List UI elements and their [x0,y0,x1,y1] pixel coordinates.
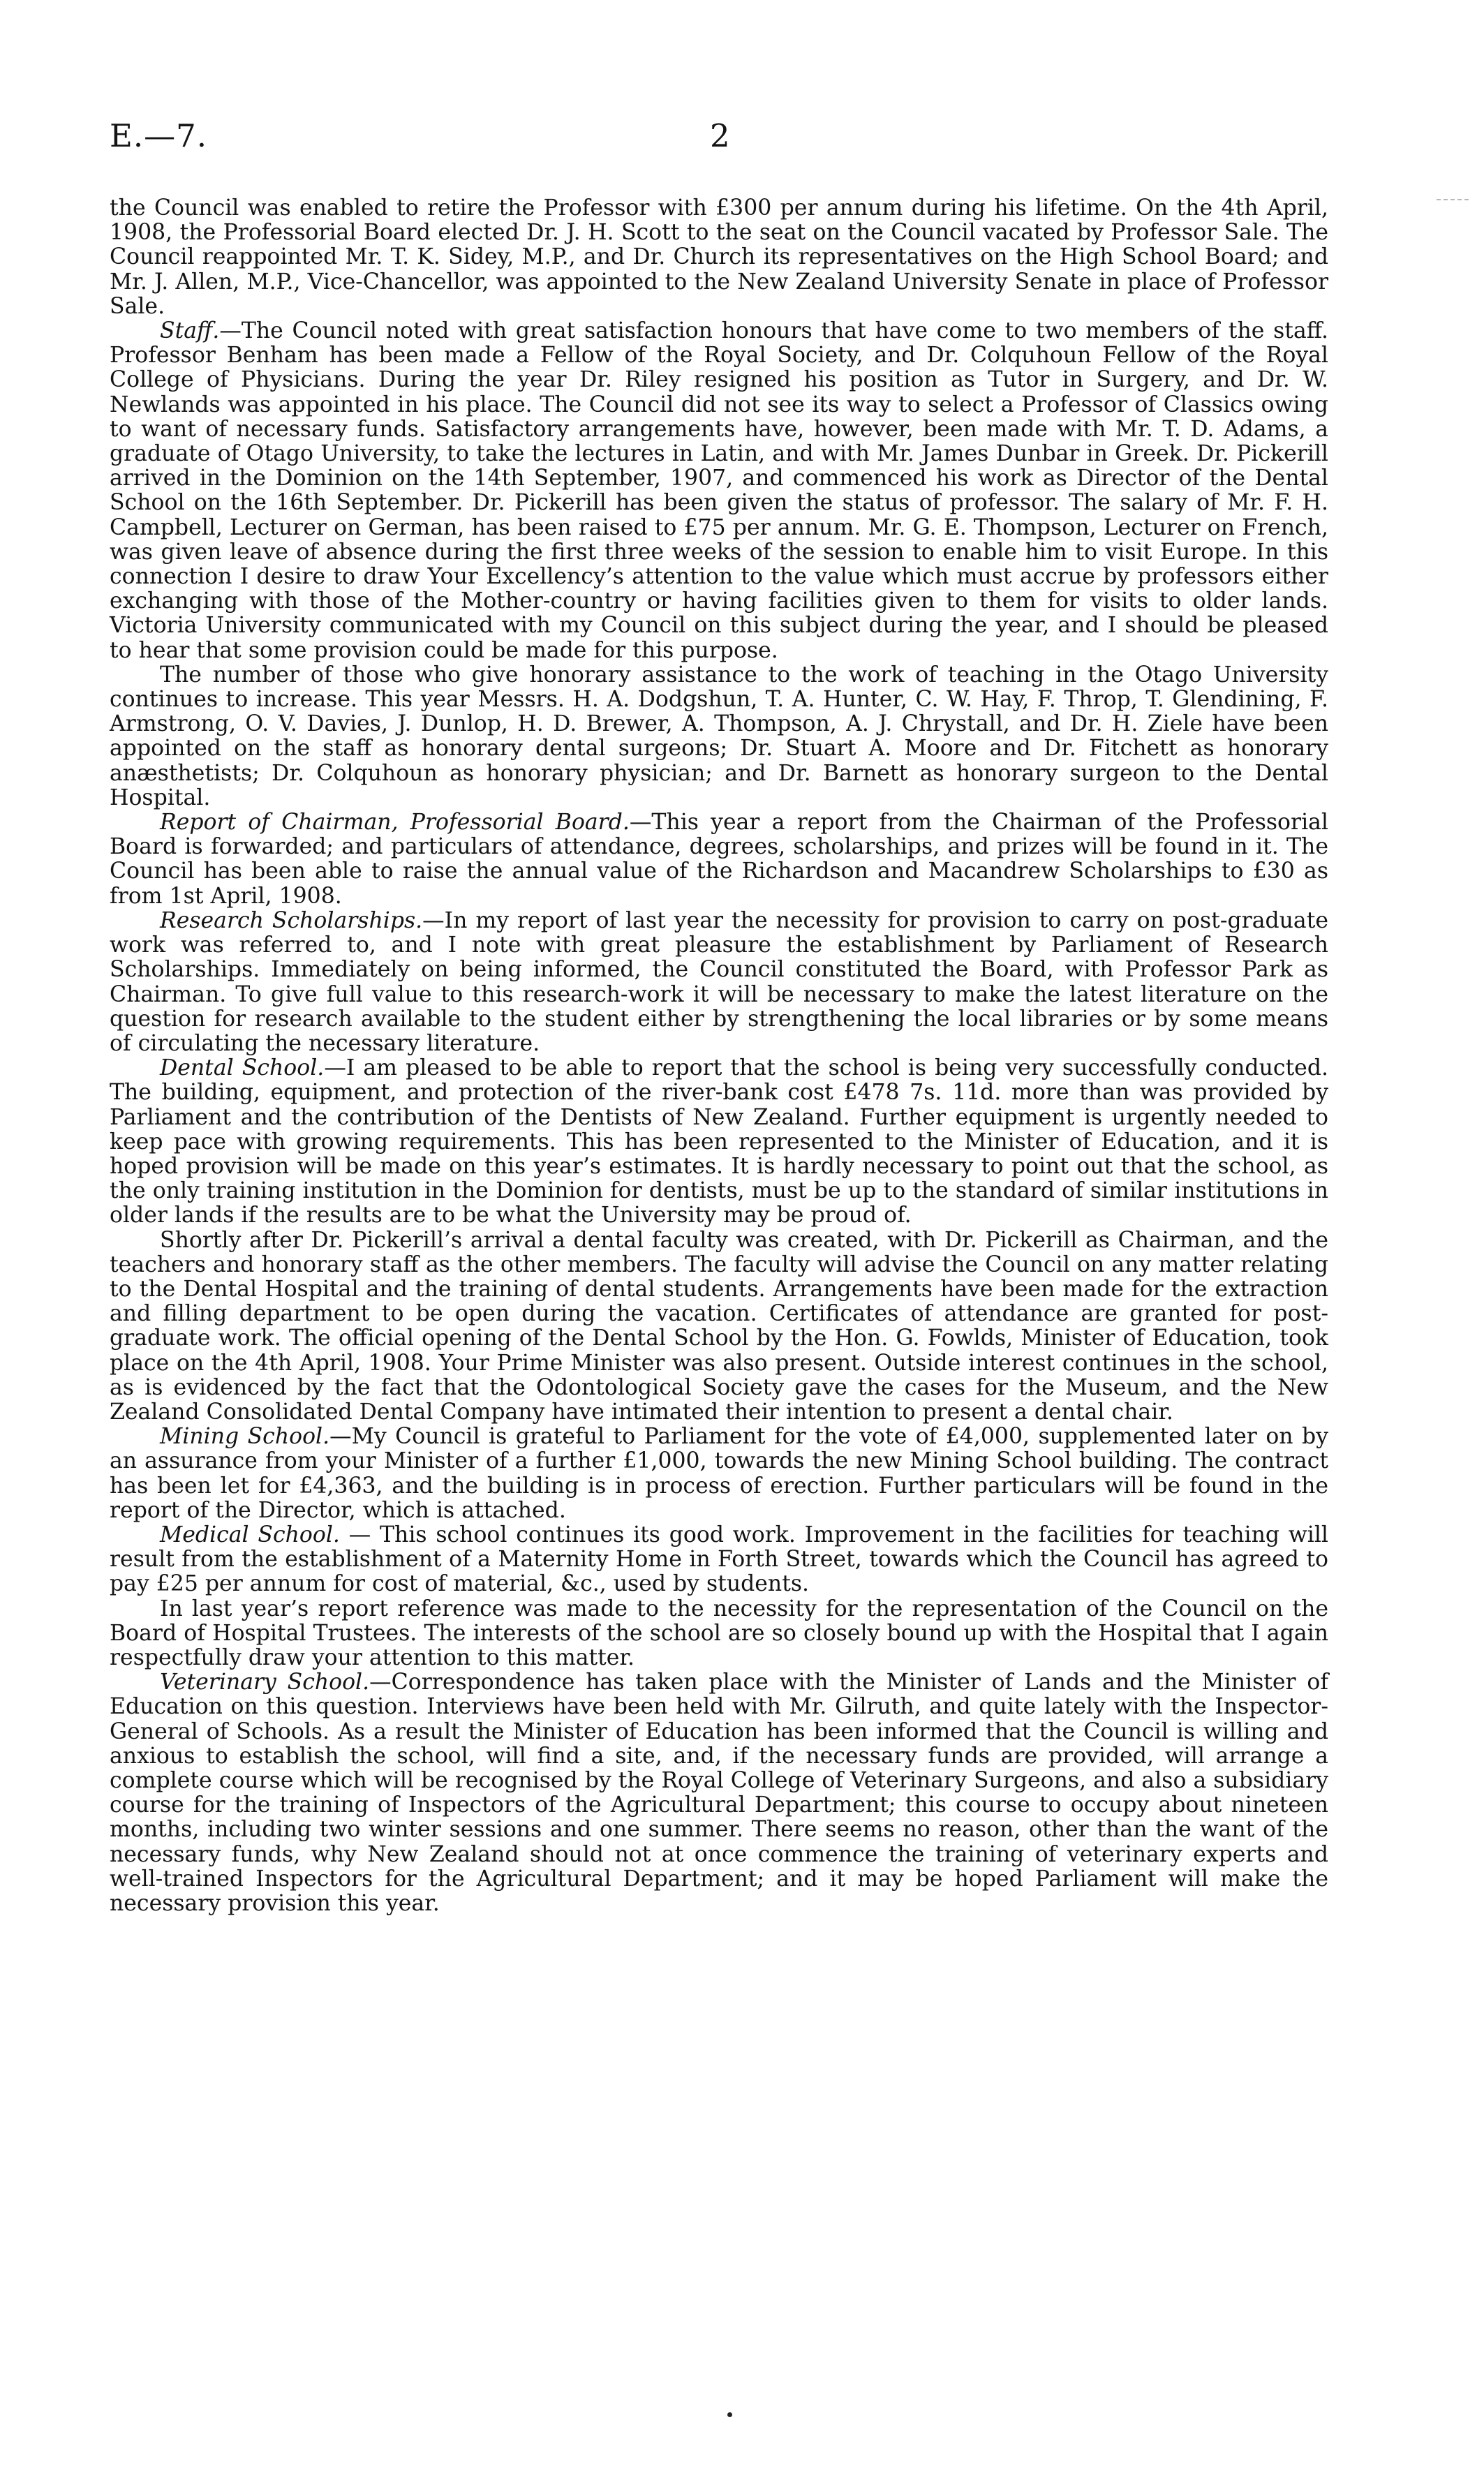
paragraph-text: Shortly after Dr. Pickerill’s arrival a dental faculty was created, with Dr. Pickerill as Chairman, and the teachers and honorary staff as the other members. The faculty will advise the Council on any matter relating to the Dental Hospital and the training of dental students. Arrangements have been made for the extraction and filling department to be open during the vacation. Certificates of attendance are granted for post-graduate work. The official opening of the Dental School by the Hon. G. Fowlds, Minister of Education, took place on the 4th April, 1908. Your Prime Minister was also present. Outside interest continues in the school, as is evidenced by the fact that the Odontological Society gave the cases for the Museum, and the New Zealand Consolidated Dental Company have intimated their intention to present a dental chair. [110,1227,1328,1425]
paragraph-veterinary-school [110,1670,1328,1916]
section-heading: Mining School. [160,1424,330,1450]
paragraph-text: —The Council noted with great satisfaction honours that have come to two members of the staff. Professor Benham has been made a Fellow of the Royal Society, and Dr. Colquhoun Fellow of the Royal College of Physicians. During the year Dr. Riley resigned his position as Tutor in Surgery, and Dr. W. Newlands was appointed in his place. The Council did not see its way to select a Professor of Classics owing to want of necessary funds. Satisfactory arrangements have, however, been made with Mr. T. D. Adams, a graduate of Otago University, to take the lectures in Latin, and with Mr. James Dunbar in Greek. Dr. Pickerill arrived in the Dominion on the 14th September, 1907, and commenced his work as Director of the Dental School on the 16th September. Dr. Pickerill has been given the status of professor. The salary of Mr. F. H. Campbell, Lecturer on German, has been raised to £75 per annum. Mr. G. E. Thompson, Lecturer on French, was given leave of absence during the first three weeks of the session to enable him to visit Europe. In this connection I desire to draw Your Excellency’s attention to the value which must accrue by professors either exchanging with those of the Mother-country or having facilities given to them for visits to older lands. Victoria University communicated with my Council on this subject during the year, and I should be pleased to hear that some provision could be made for this purpose. [110,318,1328,663]
paragraph-mining-school [110,1425,1328,1523]
section-heading: Veterinary School. [160,1670,370,1695]
paragraph-text: —This year a report from the Chairman of the Professorial Board is forwarded; and particulars of attendance, degrees, scholarships, and prizes will be found in it. The Council has been able to raise the annual value of the Richardson and Macandrew Scholarships to £30 as from 1st April, 1908. [110,810,1328,909]
paragraph-text: —My Council is grateful to Parliament for the vote of £4,000, supplemented later on by an assurance from your Minister of a further £1,000, towards the new Mining School building. The contract has been let for £4,363, and the building is in process of erection. Further particulars will be found in the report of the Director, which is attached. [110,1424,1328,1523]
section-heading: Staff. [160,318,220,344]
report-body [110,196,1328,1916]
paragraph-dental-faculty [110,1228,1328,1425]
paragraph-text: —I am pleased to be able to report that the school is being very successfully conducted. The building, equipment, and protection of the river-bank cost £478 7s. 11d. more than was provided by Parliament and the contribution of the Dentists of New Zealand. Further equipment is urgently needed to keep pace with growing requirements. This has been represented to the Minister of Education, and it is hoped provision will be made on this year’s estimates. It is hardly necessary to point out that the school, as the only training institution in the Dominion for dentists, must be up to the standard of similar institutions in older lands if the results are to be what the University may be proud of. [110,1055,1328,1228]
paragraph-hospital-trustees [110,1597,1328,1671]
paragraph-staff [110,319,1328,663]
section-heading: Medical School. [160,1522,340,1547]
paragraph-research-scholarships [110,909,1328,1056]
page-number: 2 [710,117,730,154]
document-reference: E.—7. [110,117,208,154]
paragraph-text: the Council was enabled to retire the Professor with £300 per annum during his lifetime. On the 4th April, 1908, the Professorial Board elected Dr. J. H. Scott to the seat on the Council vacated by Professor Sale. The Council reappointed Mr. T. K. Sidey, M.P., and Dr. Church its representatives on the High School Board; and Mr. J. Allen, M.P., Vice-Chancellor, was appointed to the New Zealand University Senate in place of Professor Sale. [110,195,1328,319]
margin-mark [1437,199,1469,203]
paragraph-text: —In my report of last year the necessity for provision to carry on post-graduate work was referred to, and I note with great pleasure the establishment by Parliament of Research Scholarships. Immediately on being informed, the Council constituted the Board, with Professor Park as Chairman. To give full value to this research-work it will be necessary to make the latest literature on the question for research available to the student either by strengthening the local libraries or by some means of circulating the necessary literature. [110,907,1329,1056]
paragraph-text: — This school continues its good work. Improvement in the facilities for teaching will result from the establishment of a Maternity Home in Forth Street, towards which the Council has agreed to pay £25 per annum for cost of material, &c., used by students. [110,1522,1329,1597]
paragraph-dental-school [110,1056,1328,1228]
printer-dot-mark [727,2412,732,2417]
paragraph-medical-school [110,1523,1328,1597]
paragraph-council-appointments [110,196,1328,319]
section-heading: Report of Chairman, Professorial Board. [160,810,630,836]
page-header [110,117,1331,166]
paragraph-text: The number of those who give honorary assistance to the work of teaching in the Otago University continues to increase. This year Messrs. H. A. Dodgshun, T. A. Hunter, C. W. Hay, F. Throp, T. Glendining, F. Armstrong, O. V. Davies, J. Dunlop, H. D. Brewer, A. Thompson, A. J. Chrystall, and Dr. H. Ziele have been appointed on the staff as honorary dental surgeons; Dr. Stuart A. Moore and Dr. Fitchett as honorary anæsthetists; Dr. Colquhoun as honorary physician; and Dr. Barnett as honorary surgeon to the Dental Hospital. [110,662,1328,810]
paragraph-text: —Correspondence has taken place with the Minister of Lands and the Minister of Education on this question. Interviews have been held with Mr. Gilruth, and quite lately with the Inspector-General of Schools. As a result the Minister of Education has been informed that the Council is willing and anxious to establish the school, will find a site, and, if the necessary funds are provided, will arrange a complete course which will be recognised by the Royal College of Veterinary Surgeons, and also a subsidiary course for the training of Inspectors of the Agricultural Department; this course to occupy about nineteen months, including two winter sessions and one summer. There seems no reason, other than the want of the necessary funds, why New Zealand should not at once commence the training of veterinary experts and well-trained Inspectors for the Agricultural Department; and it may be hoped Parliament will make the necessary provision this year. [110,1670,1329,1917]
section-heading: Research Scholarships. [160,907,423,933]
section-heading: Dental School. [160,1055,325,1081]
paragraph-chairman-report [110,810,1328,909]
paragraph-text: In last year’s report reference was made to the necessity for the representation of the Council on the Board of Hospital Trustees. The interests of the school are so closely bound up with the Hospital that I again respectfully draw your attention to this matter. [110,1596,1328,1670]
paragraph-honorary-assistance [110,663,1328,810]
